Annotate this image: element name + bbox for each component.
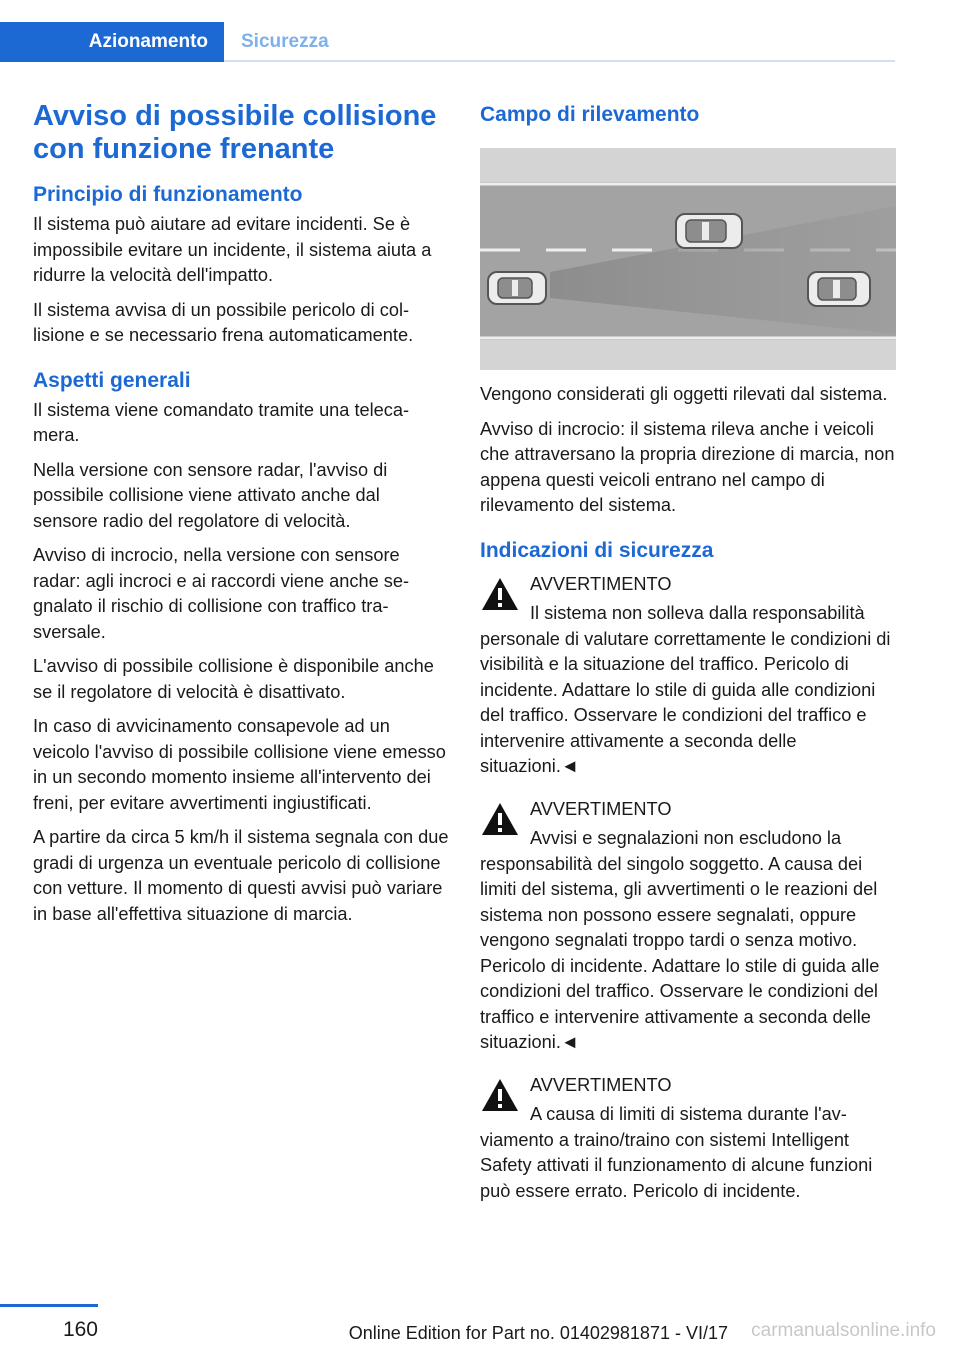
- footer-rule: [0, 1304, 98, 1307]
- right-column: [480, 100, 896, 1213]
- page-title: Avviso di possibile collisione con funzione frenante: [33, 100, 437, 165]
- warning-title: AVVERTIMENTO: [530, 1074, 672, 1095]
- warning-block: [480, 797, 896, 1056]
- page-header: [0, 0, 960, 62]
- warning-text: Avvisi e segnalazioni non escludono la responsabilità del singolo soggetto. A causa dei limiti del sistema, gli avvertimenti o le reazioni del sistema non possono essere segnalati, oppure vengono segnalati troppo tardi o senza motivo. Pericolo di incidente. Adattare lo stile di guida alle condizioni del traffico. Osservare le condizioni del traffico e intervenire attivamente a seconda delle situazioni.◄: [480, 828, 880, 1052]
- car-ahead-same-lane: [808, 272, 870, 306]
- paragraph: Il sistema può aiutare ad evitare incidenti. Se è impossibile evitare un incidente, il sistema aiuta a ridurre la velocità dell'impatto.: [33, 214, 432, 285]
- paragraph: In caso di avvicinamento consapevole ad un veicolo l'avviso di possibile collisione viene emesso in un secondo momento insieme all'intervento dei freni, per evitare avvertimenti ingiustificati.: [33, 716, 446, 813]
- tab-azionamento[interactable]: Azionamento: [0, 22, 224, 62]
- warning-block: [480, 1073, 896, 1205]
- tab-sicurezza[interactable]: Sicurezza: [241, 31, 329, 52]
- paragraph: Avviso di incrocio: il sistema rileva anche i veicoli che attraversano la propria direzione di marcia, non appena questi veicoli entrano nel campo di rilevamento del sistema.: [480, 418, 895, 515]
- detection-range-illustration: [480, 148, 896, 370]
- paragraph: Vengono considerati gli oggetti rilevati dal sistema.: [480, 384, 888, 404]
- left-column: [33, 100, 449, 936]
- warning-title: AVVERTIMENTO: [530, 798, 672, 819]
- heading-principio: Principio di funzionamento: [33, 183, 303, 206]
- car-own: [488, 272, 546, 304]
- paragraph: Il sistema viene comandato tramite una telecamera.: [33, 399, 410, 445]
- warning-text: A causa di limiti di sistema durante l'avviamento a traino/traino con sistemi Intelligent Safety attivati il funzionamento di alcune funzioni può essere errato. Pericolo di incidente.: [480, 1104, 873, 1201]
- header-rule: [224, 60, 895, 62]
- warning-title: AVVERTIMENTO: [530, 573, 672, 594]
- paragraph: L'avviso di possibile collisione è disponibile anche se il regolatore di velocità è disattivato.: [33, 656, 434, 702]
- car-ahead-left-lane: [676, 214, 742, 248]
- warning-text: Il sistema non solleva dalla responsabilità personale di valutare correttamente le condizioni di visibilità e la situazione del traffico. Pericolo di incidente. Adattare lo stile di guida alle condizioni del traffico. Osservare le condizioni del traffico e intervenire attivamente a seconda delle situazioni.◄: [480, 603, 891, 776]
- warning-triangle-icon: [480, 801, 520, 837]
- paragraph: Nella versione con sensore radar, l'avviso di possibile collisione viene attivato anche dal sensore radio del regolatore di velocità.: [33, 459, 388, 531]
- paragraph: Avviso di incrocio, nella versione con sensore radar: agli incroci e ai raccordi viene anche segnalato il rischio di collisione con traffico trasversale.: [33, 545, 410, 642]
- edition-note: Online Edition for Part no. 01402981871 - VI/17: [348, 1323, 728, 1343]
- road-diagram: [480, 148, 896, 370]
- heading-aspetti-generali: Aspetti generali: [33, 368, 191, 392]
- watermark: carmanualsonline.info: [751, 1320, 936, 1341]
- warning-triangle-icon: [480, 1077, 520, 1113]
- warning-block: [480, 572, 896, 780]
- heading-campo-rilevamento: Campo di rilevamento: [480, 103, 700, 126]
- paragraph: A partire da circa 5 km/h il sistema segnala con due gradi di urgenza un eventuale pericolo di collisione con vetture. Il momento di questi avvisi può variare in base all'effettiva situazione di marcia.: [33, 827, 449, 924]
- paragraph: Il sistema avvisa di un possibile pericolo di collisione e se necessario frena automaticamente.: [33, 299, 414, 345]
- warning-triangle-icon: [480, 576, 520, 612]
- page-number: 160: [62, 1318, 98, 1341]
- heading-indicazioni-sicurezza: Indicazioni di sicurezza: [480, 538, 714, 562]
